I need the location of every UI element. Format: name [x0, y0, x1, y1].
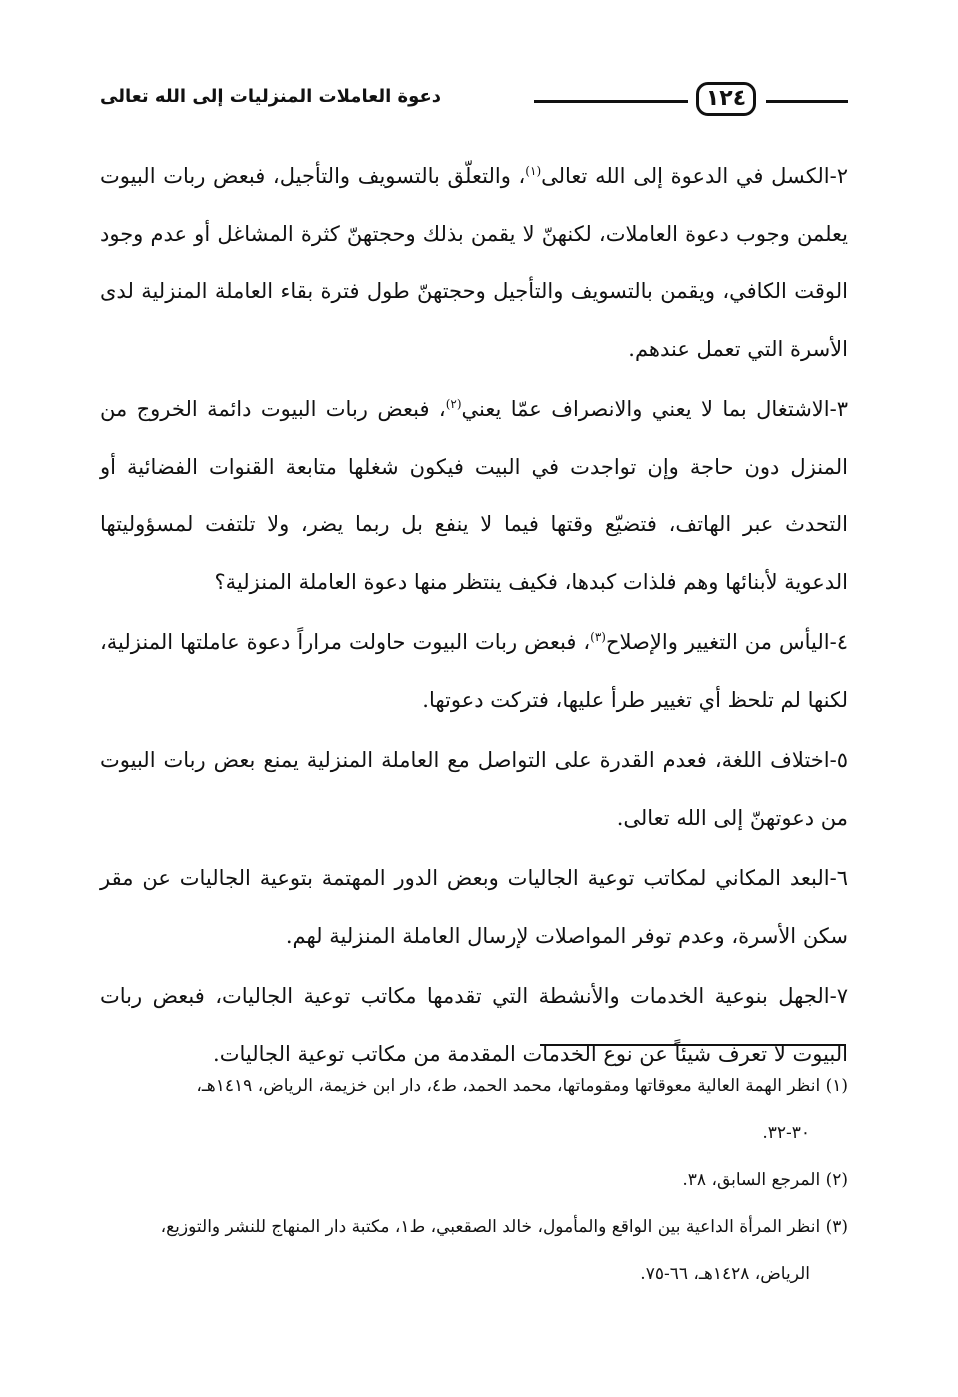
page-header	[100, 78, 848, 124]
paragraph-text-continued: ، فبعض ربات البيوت حاولت مراراً دعوة عاملتها المنزلية، لكنها لم تلحظ أي تغيير طرأ عليها، فتركت دعوتها.	[100, 630, 848, 712]
paragraph-text-continued: ، والتعلّق بالتسويف والتأجيل، فبعض ربات البيوت يعلمن وجوب دعوة العاملات، لكنهنّ لا يقمن بذلك وحجتهنّ كثرة المشاغل أو عدم وجود الوقت الكافي، ويقمن بالتسويف والتأجيل وحجتهنّ طول فترة بقاء العاملة المنزلية لدى الأسرة التي تعمل عندهم.	[100, 164, 848, 361]
footnote-ref-1: (١)	[525, 164, 542, 178]
paragraph-3	[100, 381, 848, 611]
footnote-text-continued: الرياض، ١٤٢٨هـ، ٦٦-٧٥.	[640, 1264, 810, 1284]
footnote-ref-3: (٣)	[590, 630, 606, 644]
footnote-text: انظر المرأة الداعية بين الواقع والمأمول، خالد الصقعبي، ط١، مكتبة دار المنهاج للنشر والتوزيع،	[160, 1217, 821, 1237]
paragraph-5	[100, 732, 848, 847]
footnote-marker: (٢)	[825, 1170, 848, 1190]
paragraph-text: الكسل في الدعوة إلى الله تعالى	[541, 164, 830, 188]
footnote-1	[100, 1063, 848, 1157]
header-rule-middle	[534, 100, 688, 103]
paragraph-4	[100, 614, 848, 729]
footnotes	[100, 1063, 848, 1298]
footnote-separator	[540, 1044, 846, 1046]
header-rule-right	[766, 100, 848, 103]
footnote-3	[100, 1204, 848, 1298]
footnote-marker: (٣)	[825, 1217, 848, 1237]
footnote-marker: (١)	[825, 1076, 848, 1096]
paragraph-text: اليأس من التغيير والإصلاح	[605, 630, 830, 654]
page-number: ١٢٤	[696, 82, 756, 116]
footnote-text: انظر الهمة العالية معوقاتها ومقوماتها، محمد الحمد، ط٤، دار ابن خزيمة، الرياض، ١٤١٩هـ،	[196, 1076, 821, 1096]
footnote-ref-2: (٢)	[445, 397, 462, 411]
footnote-text-continued: ٣٠-٣٢.	[762, 1123, 810, 1143]
paragraph-text: الجهل بنوعية الخدمات والأنشطة التي تقدمها مكاتب توعية الجاليات، فبعض ربات البيوت لا تعرف شيئاً عن نوع الخدمات المقدمة من مكاتب توعية الجاليات.	[100, 984, 848, 1066]
paragraph-number: ٢-	[829, 164, 848, 188]
paragraph-number: ٦-	[829, 866, 848, 890]
footnote-text: المرجع السابق، ٣٨.	[682, 1170, 821, 1190]
paragraph-text-continued: ، فبعض ربات البيوت دائمة الخروج من المنزل دون حاجة وإن تواجدت في البيت فيكون شغلها متابعة القنوات الفضائية أو التحدث عبر الهاتف، فتضيّع وقتها فيما لا ينفع بل ربما يضر، ولا تلتفت لمسؤوليتها الدعوية لأبنائها وهم فلذات كبدها، فكيف ينتظر منها دعوة العاملة المنزلية؟	[100, 397, 848, 594]
paragraph-number: ٤-	[829, 630, 848, 654]
paragraph-text: اختلاف اللغة، فعدم القدرة على التواصل مع العاملة المنزلية يمنع بعض ربات البيوت من دعوتهنّ إلى الله تعالى.	[100, 748, 848, 830]
footnote-2	[100, 1157, 848, 1204]
paragraph-2	[100, 148, 848, 378]
body-text	[100, 148, 848, 1086]
paragraph-number: ٣-	[829, 397, 849, 421]
paragraph-text: الاشتغال بما لا يعني والانصراف عمّا يعني	[461, 397, 830, 421]
paragraph-number: ٧-	[829, 984, 848, 1008]
paragraph-text: البعد المكاني لمكاتب توعية الجاليات وبعض الدور المهتمة بتوعية الجاليات عن مقر سكن الأسرة، وعدم توفر المواصلات لإرسال العاملة المنزلية لهم.	[100, 866, 848, 948]
running-title: دعوة العاملات المنزليات إلى الله تعالى	[100, 86, 441, 107]
paragraph-6	[100, 850, 848, 965]
paragraph-number: ٥-	[829, 748, 848, 772]
